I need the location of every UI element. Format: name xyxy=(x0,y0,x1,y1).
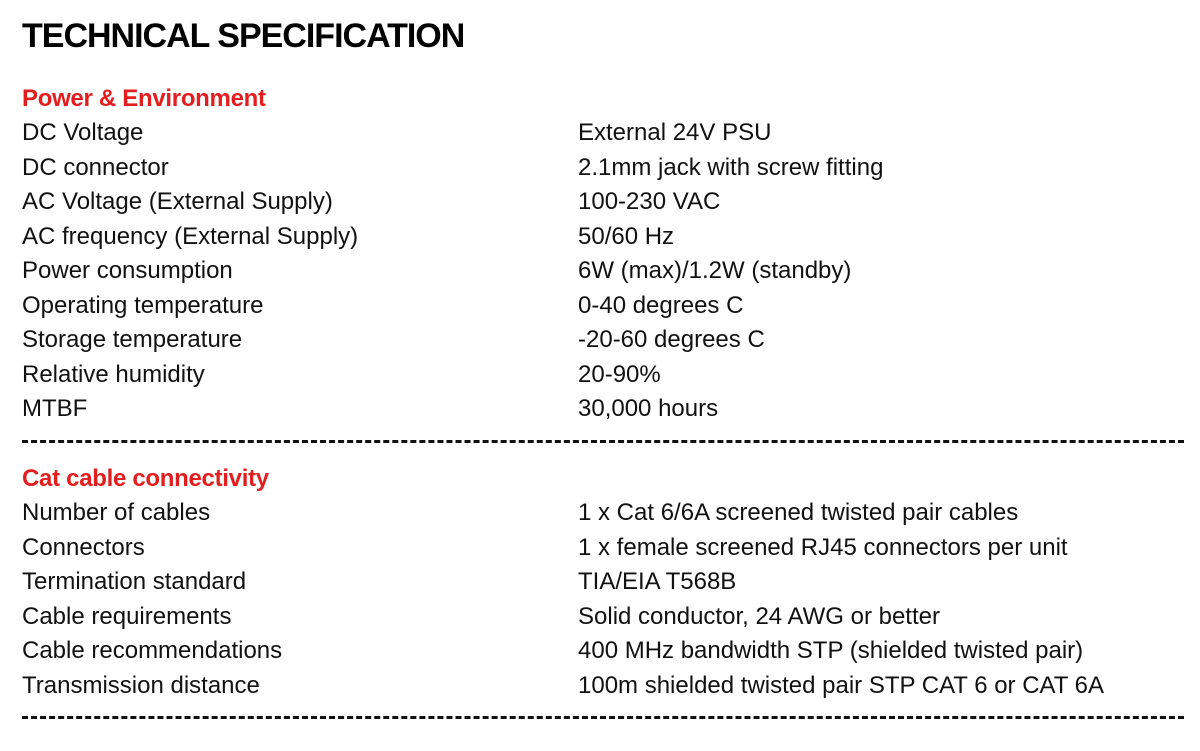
spec-row xyxy=(22,289,1182,324)
spec-value: 1 x female screened RJ45 connectors per unit xyxy=(578,533,1068,561)
spec-label: Termination standard xyxy=(22,568,247,595)
spec-value: 100-230 VAC xyxy=(578,188,721,215)
spec-row xyxy=(22,151,1182,186)
spec-value: 20-90% xyxy=(578,360,661,388)
spec-row xyxy=(22,634,1182,669)
spec-label: Operating temperature xyxy=(22,291,264,319)
power-environment-section xyxy=(22,82,1182,427)
spec-row xyxy=(22,531,1182,566)
spec-label: Cable requirements xyxy=(22,602,232,630)
spec-value: 0-40 degrees C xyxy=(578,291,744,319)
spec-value: 2.1mm jack with screw fitting xyxy=(578,153,884,181)
spec-label: MTBF xyxy=(22,395,88,422)
spec-row xyxy=(22,565,1182,600)
spec-value: 100m shielded twisted pair STP CAT 6 or CAT 6A xyxy=(578,671,1105,699)
spec-row xyxy=(22,185,1182,220)
section-divider xyxy=(22,440,1184,443)
spec-row xyxy=(22,392,1182,427)
spec-row xyxy=(22,669,1182,704)
spec-value: External 24V PSU xyxy=(578,119,772,146)
spec-value: Solid conductor, 24 AWG or better xyxy=(578,602,940,630)
section-heading: Power & Environment xyxy=(22,85,266,112)
spec-row xyxy=(22,220,1182,255)
section-heading: Cat cable connectivity xyxy=(22,465,269,492)
spec-value: TIA/EIA T568B xyxy=(578,568,737,595)
spec-label: Connectors xyxy=(22,533,145,561)
page-title: TECHNICAL SPECIFICATION xyxy=(22,17,465,55)
spec-label: Storage temperature xyxy=(22,326,243,353)
spec-row xyxy=(22,254,1182,289)
spec-value: 50/60 Hz xyxy=(578,222,675,250)
spec-label: AC Voltage (External Supply) xyxy=(22,188,333,215)
cat-cable-connectivity-section xyxy=(22,462,1182,703)
spec-label: DC Voltage xyxy=(22,119,144,146)
spec-row xyxy=(22,496,1182,531)
spec-row xyxy=(22,323,1182,358)
spec-row xyxy=(22,358,1182,393)
spec-row xyxy=(22,116,1182,151)
spec-value: 30,000 hours xyxy=(578,395,719,422)
spec-value: 1 x Cat 6/6A screened twisted pair cables xyxy=(578,499,1019,526)
spec-label: Relative humidity xyxy=(22,360,205,388)
spec-label: Transmission distance xyxy=(22,671,260,699)
spec-value: 400 MHz bandwidth STP (shielded twisted pair) xyxy=(578,637,1084,664)
section-divider xyxy=(22,716,1184,719)
spec-label: Power consumption xyxy=(22,257,233,284)
spec-label: Cable recommendations xyxy=(22,637,283,664)
spec-value: 6W (max)/1.2W (standby) xyxy=(578,257,852,284)
spec-label: DC connector xyxy=(22,153,169,181)
spec-row xyxy=(22,600,1182,635)
spec-label: Number of cables xyxy=(22,499,211,526)
spec-value: -20-60 degrees C xyxy=(578,326,765,353)
spec-label: AC frequency (External Supply) xyxy=(22,222,359,250)
